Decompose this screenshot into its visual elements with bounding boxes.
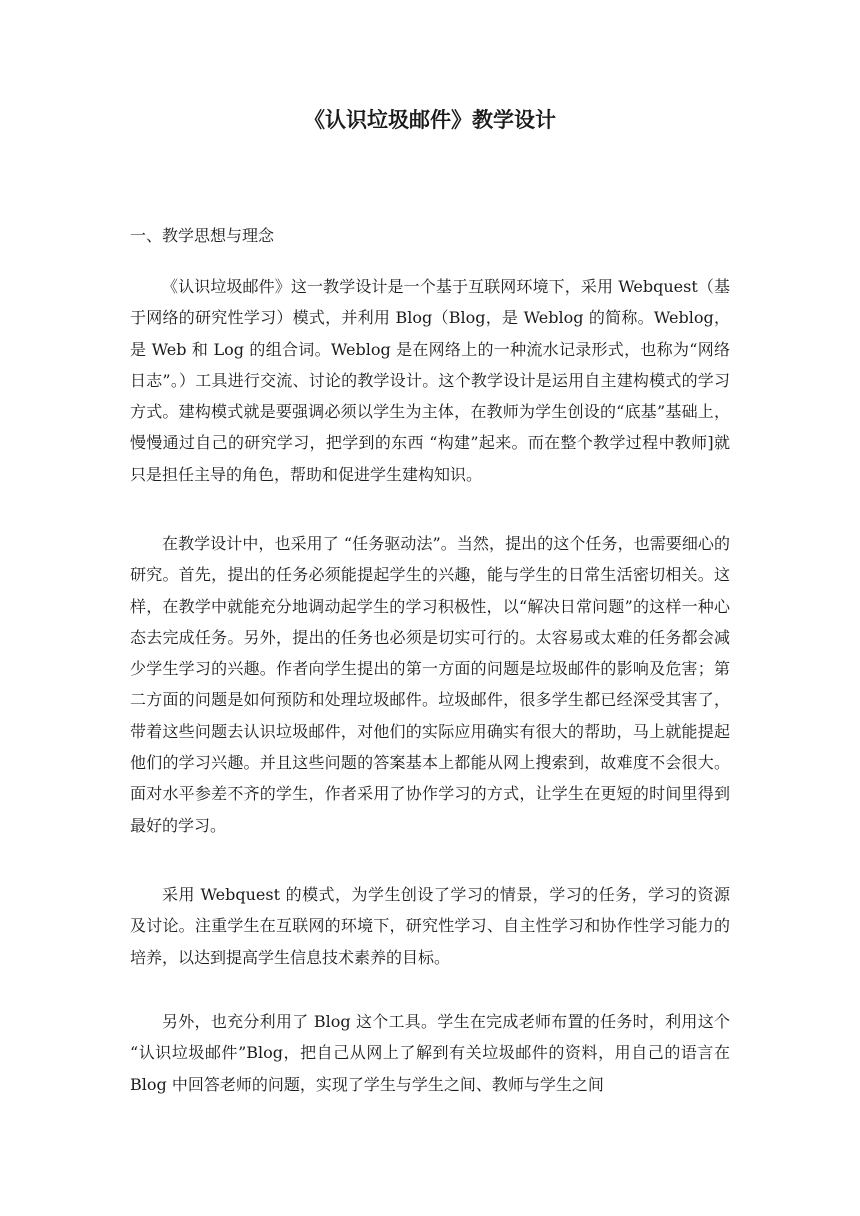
paragraph-2: 在教学设计中，也采用了 “任务驱动法”。当然，提出的这个任务，也需要细心的研究。首先，提出的任务必须能提起学生的兴趣，能与学生的日常生活密切相关。这样，在教学中就能充分地调动起学生的学习积极性，以“解决日常问题”的这样一种心态去完成任务。另外，提出的任务也必须是切实可行的。太容易或太难的任务都会减少学生学习的兴趣。作者向学生提出的第一方面的问题是垃圾邮件的影响及危害；第二方面的问题是如何预防和处理垃圾邮件。垃圾邮件，很多学生都已经深受其害了，带着这些问题去认识垃圾邮件，对他们的实际应用确实有很大的帮助，马上就能提起他们的学习兴趣。并且这些问题的答案基本上都能从网上搜索到，故难度不会很大。面对水平参差不齐的学生，作者采用了协作学习的方式，让学生在更短的时间里得到最好的学习。 — [130, 534, 730, 835]
section-heading: 一、教学思想与理念 — [130, 226, 275, 245]
paragraph-4: 另外，也充分利用了 Blog 这个工具。学生在完成老师布置的任务时，利用这个 “认识垃圾邮件”Blog，把自己从网上了解到有关垃圾邮件的资料，用自己的语言在 Blog 中回答老师的问题，实现了学生与学生之间、教师与学生之间 — [130, 1012, 730, 1094]
paragraph-1: 《认识垃圾邮件》这一教学设计是一个基于互联网环境下，采用 Webquest（基于网络的研究性学习）模式，并利用 Blog（Blog，是 Weblog 的简称。Weblog，是 Web 和 Log 的组合词。Weblog 是在网络上的一种流水记录形式，也称为“网络日志”。）工具进行交流、讨论的教学设计。这个教学设计是运用自主建构模式的学习方式。建构模式就是要强调必须以学生为主体，在教师为学生创设的“底基”基础上，慢慢通过自己的研究学习，把学到的东西 “构建”起来。而在整个教学过程中教师]就只是担任主导的角色，帮助和促进学生建构知识。 — [130, 277, 730, 484]
document-title: 《认识垃圾邮件》教学设计 — [304, 108, 556, 132]
paragraph-3: 采用 Webquest 的模式，为学生创设了学习的情景，学习的任务，学习的资源及讨论。注重学生在互联网的环境下，研究性学习、自主性学习和协作性学习能力的培养，以达到提高学生信息技术素养的目标。 — [130, 885, 730, 967]
